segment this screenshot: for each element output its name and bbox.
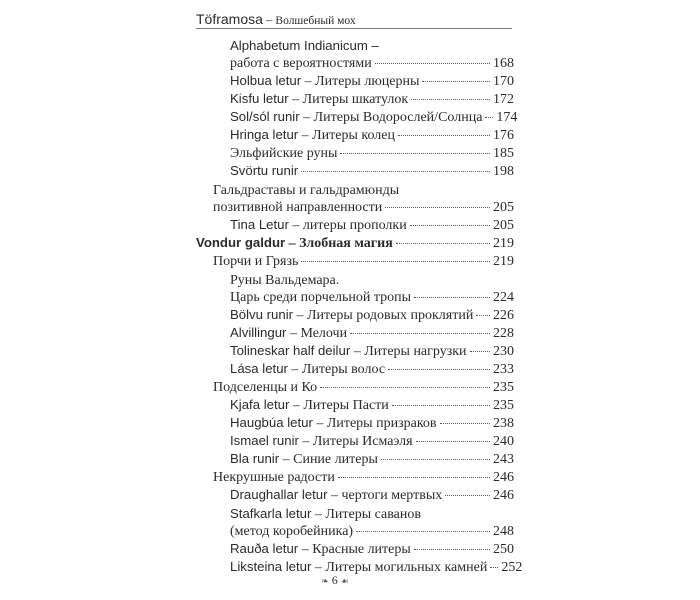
toc-entry-latin: Ismael runir <box>230 433 299 448</box>
toc-entry-latin: Svörtu runir <box>230 163 299 178</box>
leader-dots <box>414 548 490 550</box>
toc-entry-russian: работа с вероятностями <box>230 56 372 71</box>
toc-entry-russian: – Литеры Исмаэля <box>298 434 413 449</box>
toc-entry-page: 176 <box>493 128 514 143</box>
toc-entry-page: 230 <box>493 344 514 359</box>
leader-dots <box>301 260 490 262</box>
toc-entry-page: 235 <box>493 380 514 395</box>
toc-entry-russian: Руны Вальдемара. <box>230 273 340 288</box>
toc-entry[interactable] <box>230 431 514 451</box>
toc-entry-page: 224 <box>493 290 514 305</box>
toc-entry-latin: Sol/sól runir <box>230 109 300 124</box>
toc-entry-russian: (метод коробейника) <box>230 524 354 539</box>
toc-entry[interactable] <box>230 305 514 325</box>
toc-entry-latin: Tina Letur <box>230 217 289 232</box>
toc-entry-russian: – Злобная магия <box>285 236 393 251</box>
leader-dots <box>411 98 490 100</box>
leader-dots <box>485 116 493 118</box>
toc-entry-latin: Tolineskar half deilur <box>230 343 351 358</box>
toc-entry-latin: Haugbúa letur <box>230 415 313 430</box>
toc-entry[interactable] <box>230 449 514 469</box>
leader-dots <box>470 350 490 352</box>
toc-entry-russian: – Литеры волос <box>287 362 386 377</box>
toc-entry-latin: Liksteina letur <box>230 559 312 574</box>
toc-entry-russian: – Синие литеры <box>279 452 378 467</box>
toc-entry-page: 205 <box>493 218 514 233</box>
header-subtitle: Волшебный мох <box>275 15 356 27</box>
toc-entry-russian: – Красные литеры <box>298 542 411 557</box>
toc-entry-page: 240 <box>493 434 514 449</box>
leader-dots <box>416 440 490 442</box>
toc-entry[interactable] <box>230 539 514 559</box>
ornament-left-icon: ❧ <box>321 576 329 586</box>
page-number: 6 <box>331 573 338 587</box>
toc-entry-russian: – Литеры Водорослей/Солнца <box>299 110 483 125</box>
leader-dots <box>445 494 490 496</box>
toc-entry-latin: Hringa letur <box>230 127 299 142</box>
leader-dots <box>381 458 490 460</box>
toc-entry-latin: Kisfu letur <box>230 91 289 106</box>
leader-dots <box>490 566 498 568</box>
toc-entry[interactable] <box>230 287 514 307</box>
toc-entry-russian: Эльфийские руны <box>230 146 338 161</box>
toc-entry-latin: Rauða letur <box>230 541 299 556</box>
toc-entry-latin: Stafkarla letur <box>230 506 312 521</box>
leader-dots <box>440 422 490 424</box>
toc-entry-page: 246 <box>493 470 514 485</box>
toc-entry-russian: – Литеры Пасти <box>289 398 389 413</box>
toc-entry-russian: – Литеры могильных камней <box>311 560 488 575</box>
toc-entry-latin: Draughallar letur <box>230 487 328 502</box>
leader-dots <box>356 530 490 532</box>
header-brand: Töframosa <box>196 11 263 27</box>
toc-entry-page: 243 <box>493 452 514 467</box>
toc-entry[interactable] <box>230 323 514 343</box>
leader-dots <box>388 368 490 370</box>
toc-entry-page: 252 <box>501 560 523 575</box>
toc-entry-page: 170 <box>493 74 514 89</box>
leader-dots <box>320 386 490 388</box>
page-footer <box>313 573 357 589</box>
toc-entry-latin: Bla runir <box>230 451 280 466</box>
leader-dots <box>385 206 490 208</box>
leader-dots <box>422 80 490 82</box>
toc-entry-page: 219 <box>493 254 514 269</box>
toc-entry-russian: Царь среди порчельной тропы <box>230 290 412 305</box>
toc-entry-page: 172 <box>493 92 514 107</box>
leader-dots <box>476 314 490 316</box>
toc-entry[interactable] <box>213 377 514 397</box>
leader-dots <box>410 224 490 226</box>
toc-entry-russian: – Литеры родовых проклятий <box>293 308 474 323</box>
toc-entry-page: 238 <box>493 416 514 431</box>
toc-entry-page: 228 <box>493 326 514 341</box>
leader-dots <box>350 332 490 334</box>
toc-entry[interactable] <box>213 467 514 487</box>
toc-entry-russian: – Литеры люцерны <box>301 74 420 89</box>
toc-entry-latin: Kjafa letur <box>230 397 290 412</box>
toc-entry-page: 198 <box>493 164 514 179</box>
toc-entry[interactable] <box>230 359 514 379</box>
toc-entry[interactable] <box>230 89 514 109</box>
toc-entry-russian: – чертоги мертвых <box>327 488 443 503</box>
leader-dots <box>301 170 490 172</box>
toc-entry-latin: Lása letur <box>230 361 288 376</box>
toc-section-heading[interactable] <box>196 233 514 253</box>
toc-entry-page: 219 <box>493 236 514 251</box>
toc-entry-page: 174 <box>496 110 518 125</box>
leader-dots <box>375 62 490 64</box>
leader-dots <box>396 242 490 244</box>
toc-entry[interactable] <box>230 413 514 433</box>
toc-entry[interactable] <box>230 71 514 91</box>
toc-entry-page: 205 <box>493 200 514 215</box>
toc-entry-page: 185 <box>493 146 514 161</box>
toc-entry-russian: – Литеры нагрузки <box>350 344 467 359</box>
toc-entry-russian: – литеры прополки <box>288 218 407 233</box>
toc-entry[interactable] <box>230 215 514 235</box>
toc-entry-page: 248 <box>493 524 514 539</box>
toc-entry-latin: Alvillingur <box>230 325 287 340</box>
leader-dots <box>338 476 490 478</box>
toc-entry-page: 235 <box>493 398 514 413</box>
toc-entry-page: 246 <box>493 488 514 503</box>
toc-entry[interactable] <box>230 125 514 145</box>
toc-entry[interactable] <box>230 341 514 361</box>
toc-entry-latin: Vondur galdur <box>196 235 286 250</box>
toc-entry[interactable] <box>230 143 514 163</box>
toc-entry[interactable] <box>230 521 514 541</box>
toc-entry-russian: – Литеры колец <box>298 128 395 143</box>
toc-entry[interactable] <box>230 557 523 577</box>
toc-entry-latin: Holbua letur <box>230 73 302 88</box>
ornament-right-icon: ☙ <box>340 576 349 586</box>
toc-entry-russian: – Литеры шкатулок <box>288 92 409 107</box>
toc-entry-page: 226 <box>493 308 514 323</box>
toc-entry-russian: Порчи и Грязь <box>213 254 299 269</box>
toc-entry[interactable] <box>230 53 514 73</box>
toc-entry-page: 233 <box>493 362 514 377</box>
toc-entry-russian: Подселенцы и Ко <box>213 380 318 395</box>
toc-entry-page: 250 <box>493 542 514 557</box>
toc-entry-russian: Гальдраставы и гальдрамюнды <box>213 183 400 198</box>
toc-entry[interactable] <box>230 395 514 415</box>
toc-entry-russian: позитивной направленности <box>213 200 383 215</box>
toc-entry-russian: – Литеры призраков <box>312 416 437 431</box>
toc-entry-russian: – Литеры саванов <box>311 507 421 522</box>
toc-entry[interactable] <box>230 485 514 505</box>
toc-entry[interactable] <box>213 197 514 217</box>
toc-entry-latin: Bölvu runir <box>230 307 294 322</box>
toc-entry-latin: Alphabetum Indianicum – <box>230 38 379 53</box>
leader-dots <box>414 296 490 298</box>
toc-entry-page: 168 <box>493 56 514 71</box>
toc-entry-russian: – Мелочи <box>286 326 348 341</box>
leader-dots <box>392 404 490 406</box>
toc-entry[interactable] <box>213 251 514 271</box>
toc-entry[interactable] <box>230 161 514 181</box>
leader-dots <box>340 152 490 154</box>
header-separator: – <box>265 12 273 27</box>
toc-entry[interactable] <box>230 107 518 127</box>
toc-entry-russian: Некрушные радости <box>213 470 335 485</box>
leader-dots <box>398 134 490 136</box>
